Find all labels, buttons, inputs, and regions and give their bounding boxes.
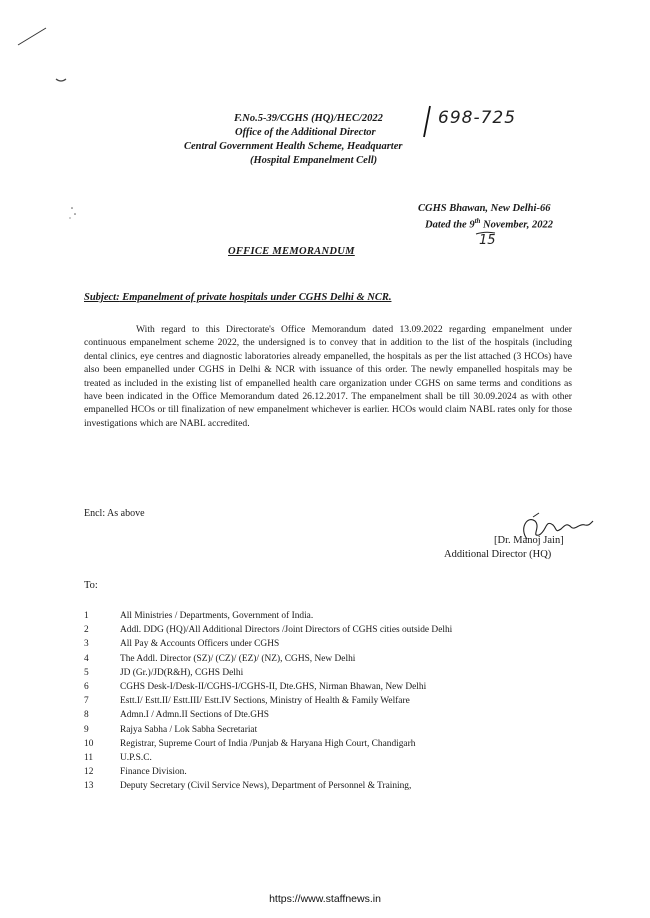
item-text: U.P.S.C. xyxy=(120,752,152,763)
stray-pen-mark xyxy=(18,28,46,45)
list-item xyxy=(84,694,584,708)
scan-speck xyxy=(74,213,76,215)
date: Dated the 9th November, 2022 xyxy=(425,217,554,231)
handwritten-date-mark: 15 xyxy=(479,233,496,248)
list-item xyxy=(84,666,584,680)
item-number: 9 xyxy=(84,724,89,735)
to-label: To: xyxy=(84,580,98,591)
item-number: 2 xyxy=(84,625,89,636)
subject-label: Subject: xyxy=(84,292,120,303)
item-text: All Pay & Accounts Officers under CGHS xyxy=(120,639,280,650)
list-item xyxy=(84,637,584,651)
cell-name: (Hospital Empanelment Cell) xyxy=(250,155,378,166)
list-item xyxy=(84,609,584,623)
item-number: 8 xyxy=(84,710,89,721)
subject-line xyxy=(84,292,391,303)
scheme-name: Central Government Health Scheme, Headquarter xyxy=(184,141,403,152)
scan-speck xyxy=(71,207,73,209)
list-item xyxy=(84,708,584,722)
item-text: All Ministries / Departments, Government of India. xyxy=(120,611,314,621)
handwritten-underline xyxy=(475,230,497,236)
item-number: 4 xyxy=(84,653,89,664)
item-text: The Addl. Director (SZ)/ (CZ)/ (EZ)/ (NZ), CGHS, New Delhi xyxy=(120,653,356,664)
signatory-designation: Additional Director (HQ) xyxy=(444,549,552,560)
body-paragraph: With regard to this Directorate's Office Memorandum dated 13.09.2022 regarding empanelment under continuous empanelment scheme 2022, the undersigned is to convey that in addition to the list of the hospitals (including dental clinics, eye centres and diagnostic laboratories already empanelled, the hospitals as per the list attached (3 HCOs) have also been empanelled under CGHS in Delhi & NCR with issuance of this order. The newly empanelled hospitals may be treated as included in the existing list of empanelled health care organization under CGHS on same terms and conditions as have been indicated in the Office Memorandum dated 26.12.2017. The empanelment shall be till 30.09.2024 as with other empanelled HCOs or till finalization of new empanelment whichever is earlier. HCOs would claim NABL rates only for those investigations which are NABL accredited. xyxy=(84,324,572,429)
item-number: 3 xyxy=(84,639,89,650)
item-text: Rajya Sabha / Lok Sabha Secretariat xyxy=(120,724,258,735)
item-text: JD (Gr.)/JD(R&H), CGHS Delhi xyxy=(120,667,244,678)
item-text: Admn.I / Admn.II Sections of Dte.GHS xyxy=(120,710,269,721)
list-item xyxy=(84,652,584,666)
item-number: 1 xyxy=(84,611,89,621)
subject-text: Empanelment of private hospitals under CGHS Delhi & NCR. xyxy=(119,292,392,303)
item-number: 13 xyxy=(84,781,94,792)
recipient-list xyxy=(84,609,584,793)
list-item xyxy=(84,751,584,765)
item-number: 7 xyxy=(84,696,89,707)
list-item xyxy=(84,680,584,694)
office-name: Office of the Additional Director xyxy=(235,127,376,138)
item-text: Registrar, Supreme Court of India /Punjab & Haryana High Court, Chandigarh xyxy=(120,738,416,749)
footer-url: https://www.staffnews.in xyxy=(269,893,381,905)
scan-speck xyxy=(69,217,70,218)
place: CGHS Bhawan, New Delhi-66 xyxy=(418,203,551,214)
memo-title: OFFICE MEMORANDUM xyxy=(228,246,355,257)
item-number: 6 xyxy=(84,681,89,692)
list-item xyxy=(84,737,584,751)
item-text: CGHS Desk-I/Desk-II/CGHS-I/CGHS-II, Dte.GHS, Nirman Bhawan, New Delhi xyxy=(120,681,427,692)
list-item xyxy=(84,779,584,793)
item-text: Finance Division. xyxy=(120,767,187,778)
list-item xyxy=(84,723,584,737)
stray-pen-mark xyxy=(56,79,66,81)
enclosure: Encl: As above xyxy=(84,508,145,519)
item-number: 12 xyxy=(84,767,94,778)
item-text: Estt.I/ Estt.II/ Estt.III/ Estt.IV Sections, Ministry of Health & Family Welfare xyxy=(120,696,410,707)
handwritten-slash xyxy=(420,104,434,140)
signatory-name: [Dr. Manoj Jain] xyxy=(494,535,564,546)
handwritten-number: 698-725 xyxy=(438,108,517,128)
item-number: 10 xyxy=(84,738,94,749)
item-text: Deputy Secretary (Civil Service News), Department of Personnel & Training, xyxy=(120,781,412,792)
item-text: Addl. DDG (HQ)/All Additional Directors /Joint Directors of CGHS cities outside Delhi xyxy=(120,625,453,636)
item-number: 11 xyxy=(84,752,94,763)
item-number: 5 xyxy=(84,667,89,678)
file-number: F.No.5-39/CGHS (HQ)/HEC/2022 xyxy=(234,113,383,124)
list-item xyxy=(84,623,584,637)
list-item xyxy=(84,765,584,779)
